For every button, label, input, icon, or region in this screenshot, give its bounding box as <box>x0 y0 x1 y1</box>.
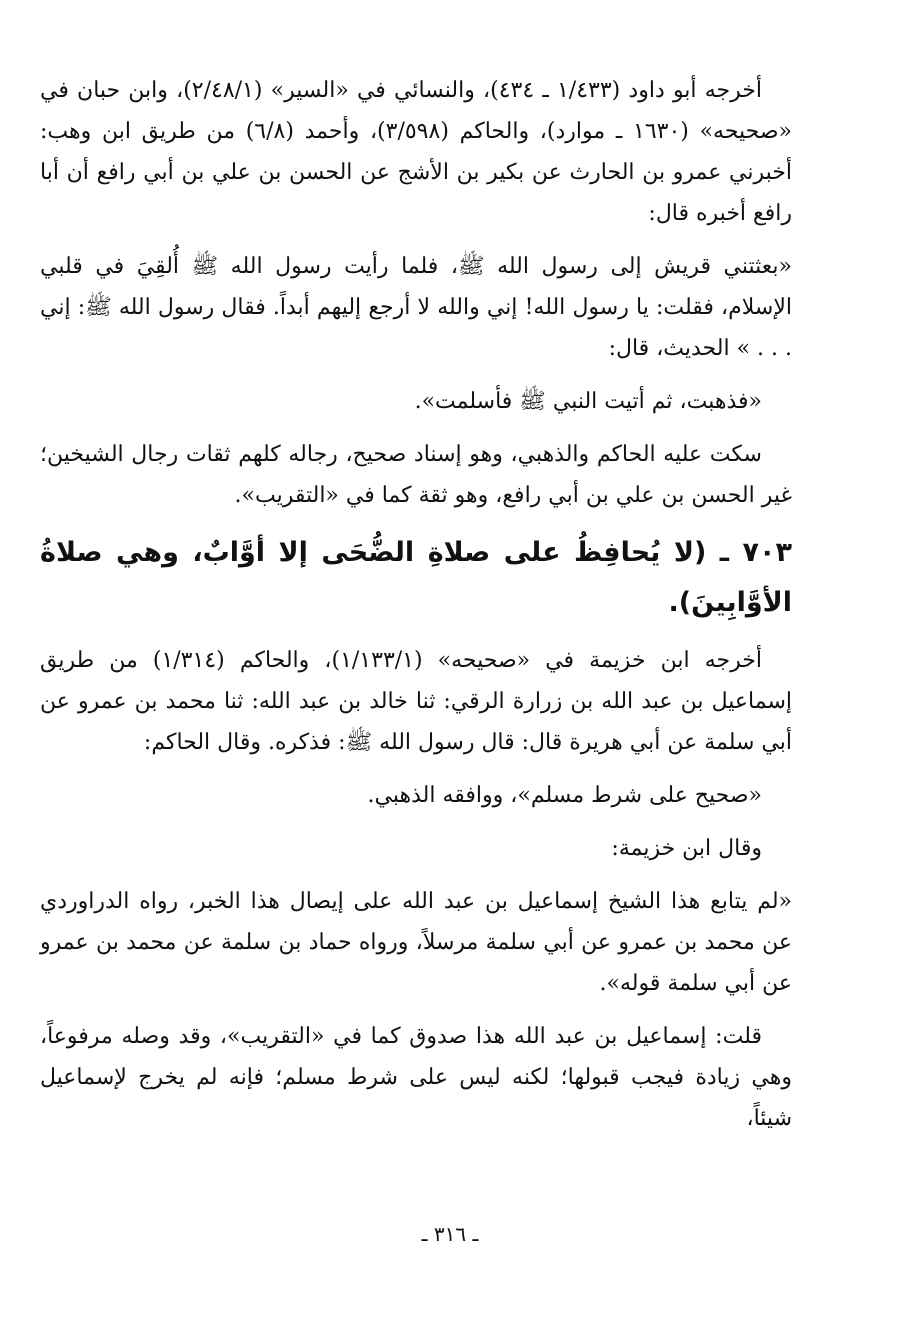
ibn-khuzaymah-quote: «لم يتابع هذا الشيخ إسماعيل بن عبد الله على إيصال هذا الخبر، رواه الدراوردي عن محمد بن عمرو عن أبي سلمة مرسلاً، ورواه حماد بن سلمة عن محمد بن عمرو عن أبي سلمة قوله». <box>40 889 792 996</box>
hadith-heading-703: ٧٠٣ ـ (لا يُحافِظُ على صلاةِ الضُّحَى إلا أوَّابٌ، وهي صلاةُ الأوَّابِينَ). <box>40 537 792 618</box>
hadith-quote-2: «فذهبت، ثم أتيت النبي ﷺ فأسلمت». <box>414 389 762 414</box>
grading-paragraph: سكت عليه الحاكم والذهبي، وهو إسناد صحيح، رجاله كلهم ثقات رجال الشيخين؛ غير الحسن بن علي بن أبي رافع، وهو ثقة كما في «التقريب». <box>40 442 792 508</box>
hadith-quote-1: «بعثتني قريش إلى رسول الله ﷺ، فلما رأيت رسول الله ﷺ أُلقِيَ في قلبي الإسلام، فقلت: يا رسول الله! إني والله لا أرجع إليهم أبداً. فقال رسول الله ﷺ: إني . . . » الحديث، قال: <box>40 254 792 361</box>
author-comment: قلت: إسماعيل بن عبد الله هذا صدوق كما في «التقريب»، وقد وصله مرفوعاً، وهي زيادة فيجب قبولها؛ لكنه ليس على شرط مسلم؛ فإنه لم يخرج لإسماعيل شيئاً، <box>40 1024 792 1131</box>
takhrij-paragraph-1: أخرجه أبو داود (١/٤٣٣ ـ ٤٣٤)، والنسائي في «السير» (٢/٤٨/١)، وابن حبان في «صحيحه» (١٦٣٠ ـ موارد)، والحاكم (٣/٥٩٨)، وأحمد (٦/٨) من طريق ابن وهب: أخبرني عمرو بن الحارث عن بكير بن الأشج عن الحسن بن علي بن أبي رافع أن أبا رافع أخبره قال: <box>40 78 793 226</box>
hakim-quote: «صحيح على شرط مسلم»، ووافقه الذهبي. <box>367 783 762 808</box>
takhrij-paragraph-2: أخرجه ابن خزيمة في «صحيحه» (١/١٣٣/١)، والحاكم (١/٣١٤) من طريق إسماعيل بن عبد الله بن زرارة الرقي: ثنا خالد بن عبد الله: ثنا محمد بن عمرو عن أبي سلمة عن أبي هريرة قال: قال رسول الله ﷺ: فذكره. وقال الحاكم: <box>40 648 792 755</box>
page-number: ـ ٣١٦ ـ <box>421 1222 479 1246</box>
page-body <box>40 70 792 1151</box>
ibn-khuzaymah-intro: وقال ابن خزيمة: <box>611 836 762 861</box>
